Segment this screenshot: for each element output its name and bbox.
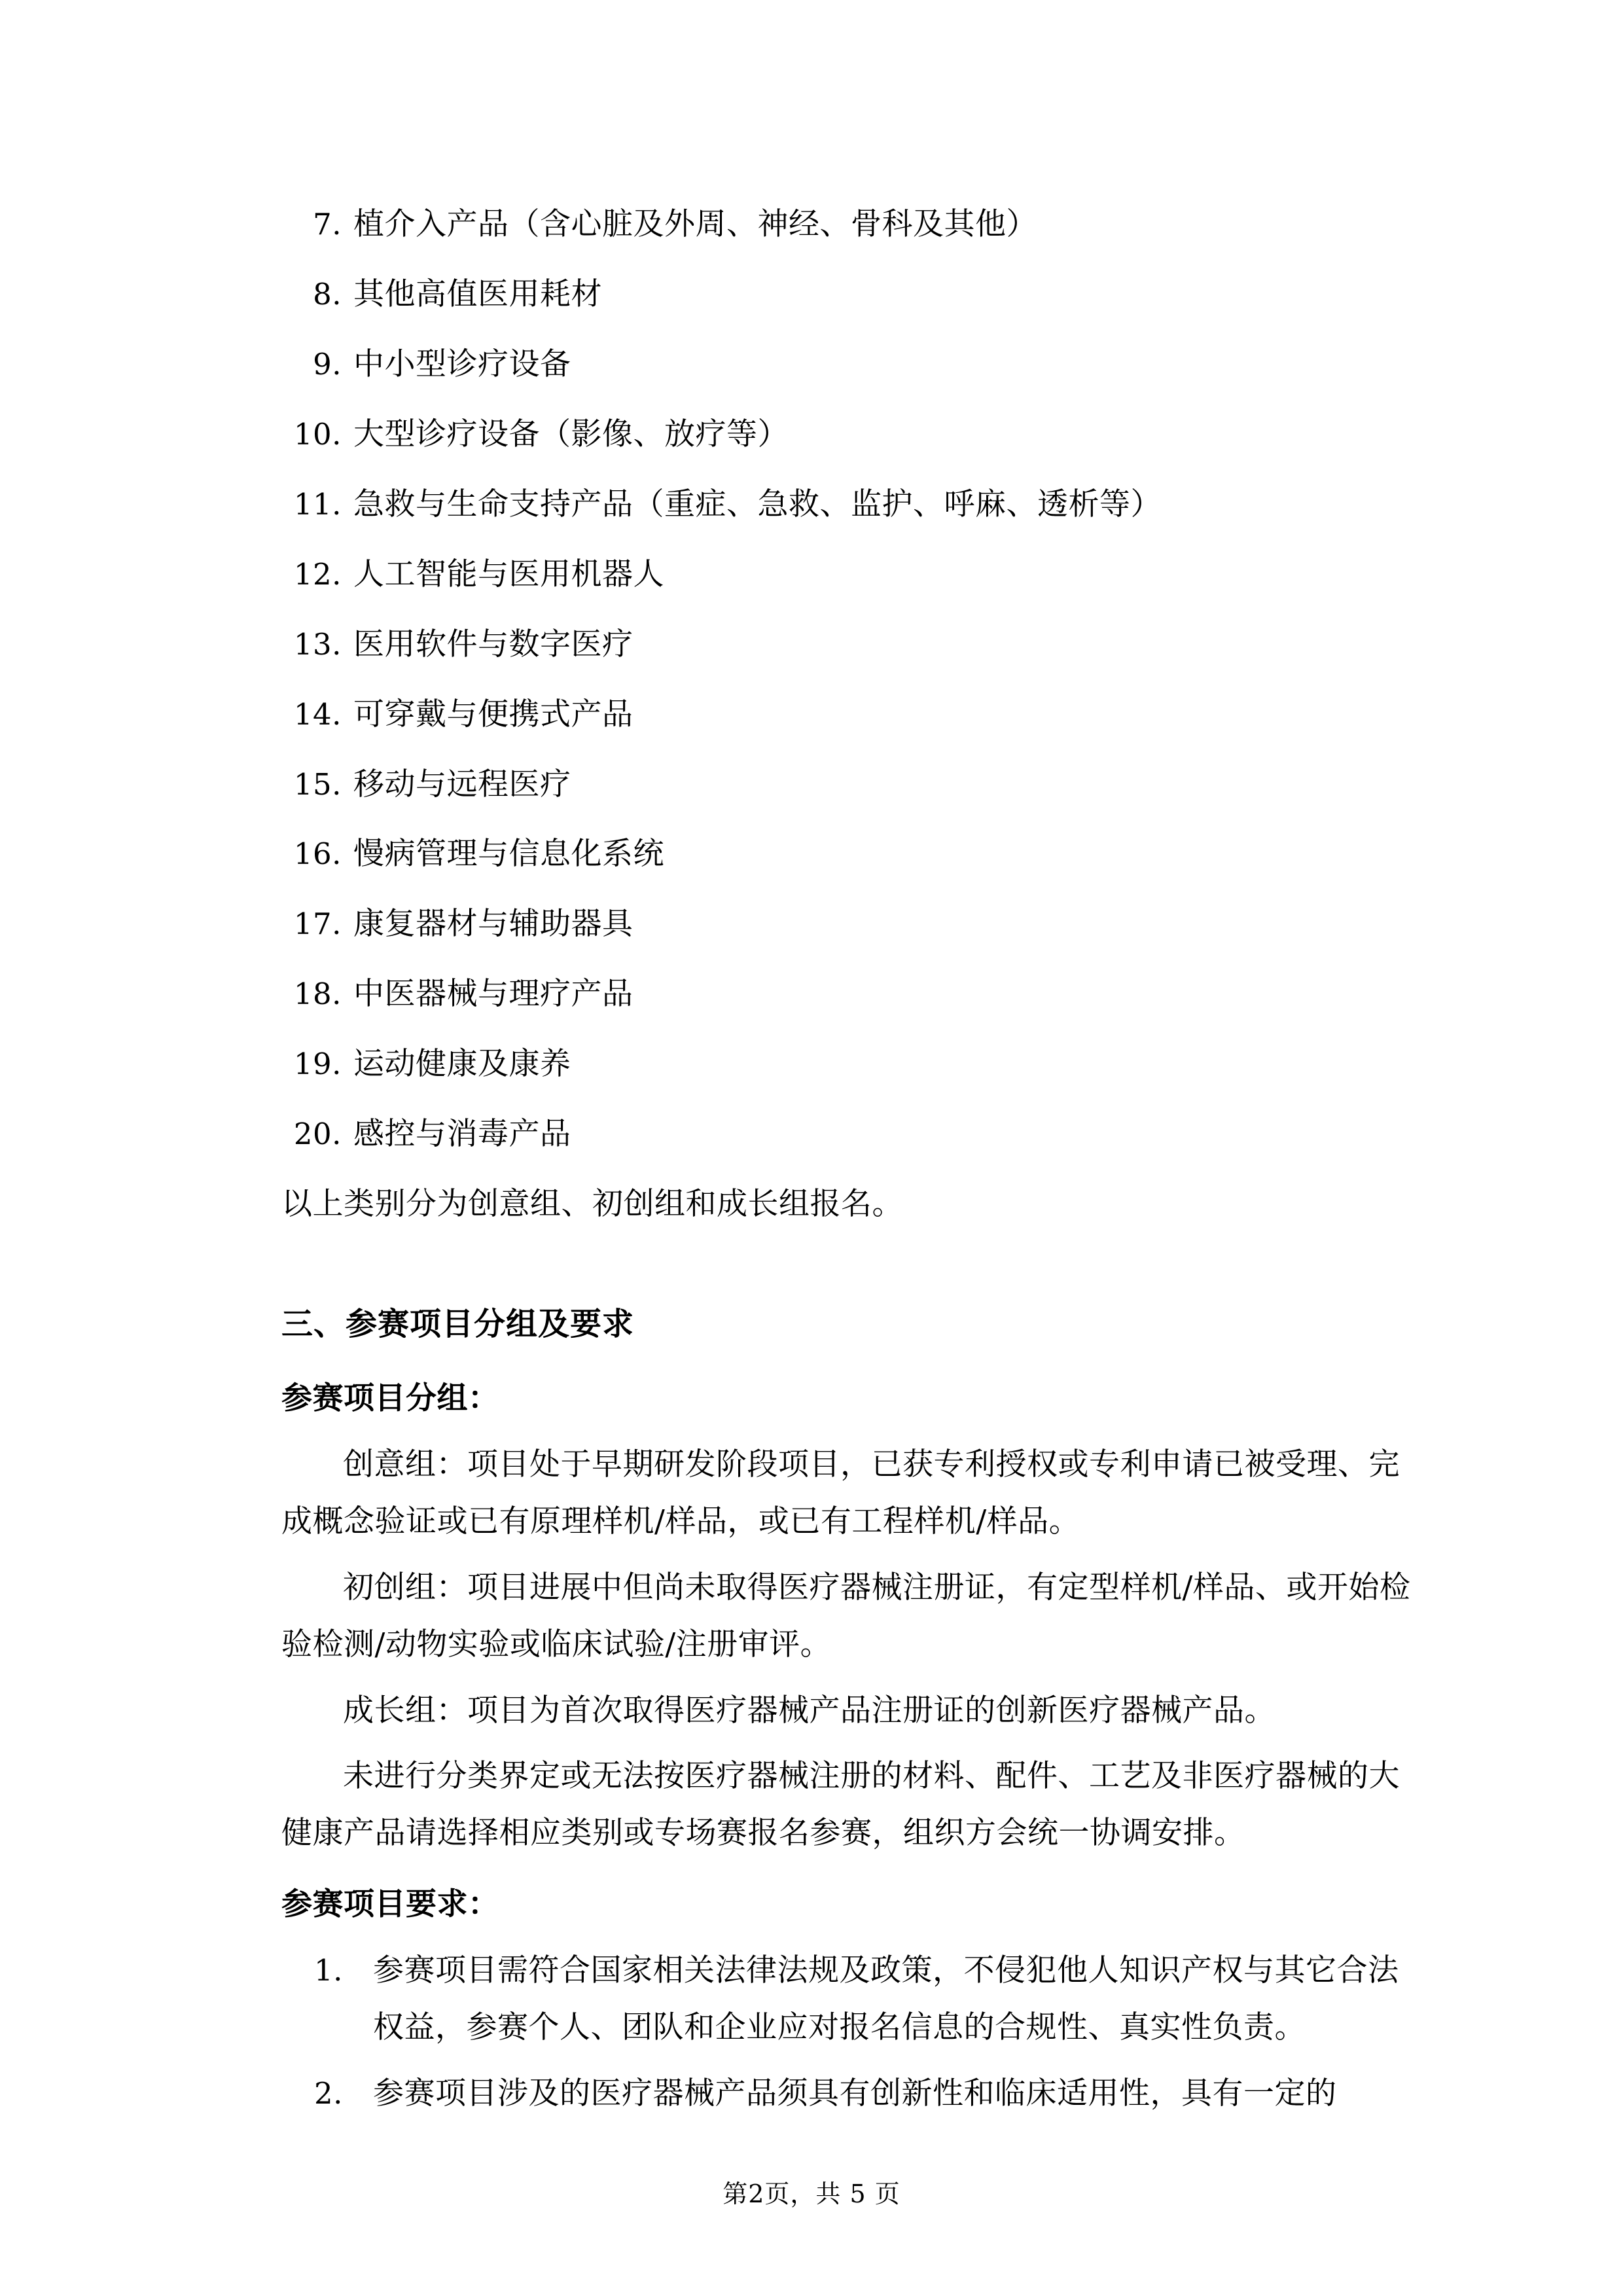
list-item-number: 16. bbox=[293, 836, 342, 872]
list-item bbox=[281, 757, 1414, 814]
document-body bbox=[281, 196, 1414, 2123]
list-item-label: 中医器械与理疗产品 bbox=[353, 976, 633, 1013]
list-item-number: 13. bbox=[293, 626, 342, 662]
list-item bbox=[281, 826, 1414, 883]
page-footer: 第2页，共 5 页 bbox=[722, 2179, 901, 2208]
requirement-text: 参赛项目需符合国家相关法律法规及政策，不侵犯他人知识产权与其它合法权益，参赛个人、团队和企业应对报名信息的合规性、真实性负责。 bbox=[373, 1952, 1399, 2046]
list-item-number: 8. bbox=[313, 276, 342, 312]
list-item bbox=[281, 476, 1414, 533]
list-item bbox=[281, 336, 1414, 393]
requirement-number: 1. bbox=[314, 1953, 343, 1988]
list-item-label: 感控与消毒产品 bbox=[353, 1116, 571, 1153]
grouping-heading: 参赛项目分组： bbox=[281, 1380, 499, 1416]
list-item-number: 19. bbox=[293, 1047, 342, 1082]
list-item-label: 慢病管理与信息化系统 bbox=[353, 836, 664, 872]
list-item-number: 18. bbox=[293, 977, 342, 1012]
list-item-label: 中小型诊疗设备 bbox=[353, 346, 571, 382]
list-item-number: 14. bbox=[293, 696, 342, 732]
category-note: 以上类别分为创意组、初创组和成长组报名。 bbox=[281, 1186, 903, 1223]
list-item-number: 10. bbox=[293, 416, 342, 452]
list-item-label: 大型诊疗设备（影像、放疗等） bbox=[353, 416, 789, 452]
list-item-label: 可穿戴与便携式产品 bbox=[353, 696, 633, 732]
list-item-number: 9. bbox=[313, 346, 342, 382]
list-item-label: 医用软件与数字医疗 bbox=[353, 626, 633, 662]
list-item-number: 12. bbox=[293, 556, 342, 592]
list-item-label: 其他高值医用耗材 bbox=[353, 276, 602, 312]
requirements-heading: 参赛项目要求： bbox=[281, 1886, 499, 1923]
group-paragraph-idea: 创意组：项目处于早期研发阶段项目，已获专利授权或专利申请已被受理、完成概念验证或已有原理样机/样品，或已有工程样机/样品。 bbox=[281, 1446, 1400, 1539]
list-item-number: 15. bbox=[293, 766, 342, 802]
list-item-label: 康复器材与辅助器具 bbox=[353, 906, 633, 942]
list-item-label: 人工智能与医用机器人 bbox=[353, 556, 664, 592]
list-item-label: 急救与生命支持产品（重症、急救、监护、呼麻、透析等） bbox=[353, 486, 1162, 522]
requirement-item bbox=[281, 2066, 1414, 2123]
list-item bbox=[281, 617, 1414, 673]
category-list bbox=[281, 196, 1414, 1163]
list-item bbox=[281, 966, 1414, 1023]
group-paragraph-other: 未进行分类界定或无法按医疗器械注册的材料、配件、工艺及非医疗器械的大健康产品请选择相应类别或专场赛报名参赛，组织方会统一协调安排。 bbox=[281, 1758, 1400, 1852]
list-item bbox=[281, 406, 1414, 463]
requirement-item bbox=[281, 1943, 1414, 2056]
requirement-text: 参赛项目涉及的医疗器械产品须具有创新性和临床适用性，具有一定的 bbox=[373, 2075, 1337, 2112]
list-item bbox=[281, 896, 1414, 953]
requirement-number: 2. bbox=[314, 2076, 343, 2111]
list-item bbox=[281, 547, 1414, 603]
list-item-number: 20. bbox=[293, 1117, 342, 1152]
list-item bbox=[281, 266, 1414, 323]
group-paragraph-growth: 成长组：项目为首次取得医疗器械产品注册证的创新医疗器械产品。 bbox=[343, 1692, 1275, 1729]
list-item bbox=[281, 687, 1414, 744]
group-paragraph-startup: 初创组：项目进展中但尚未取得医疗器械注册证，有定型样机/样品、或开始检验检测/动物实验或临床试验/注册审评。 bbox=[281, 1569, 1411, 1662]
list-item-number: 11. bbox=[293, 486, 342, 522]
list-item-label: 运动健康及康养 bbox=[353, 1046, 571, 1083]
section-heading-three: 三、参赛项目分组及要求 bbox=[281, 1306, 635, 1343]
list-item bbox=[281, 1036, 1414, 1093]
list-item-label: 植介入产品（含心脏及外周、神经、骨科及其他） bbox=[353, 206, 1037, 242]
list-item-label: 移动与远程医疗 bbox=[353, 766, 571, 802]
list-item-number: 7. bbox=[313, 207, 342, 242]
list-item-number: 17. bbox=[293, 906, 342, 942]
list-item bbox=[281, 1106, 1414, 1163]
list-item bbox=[281, 196, 1414, 253]
